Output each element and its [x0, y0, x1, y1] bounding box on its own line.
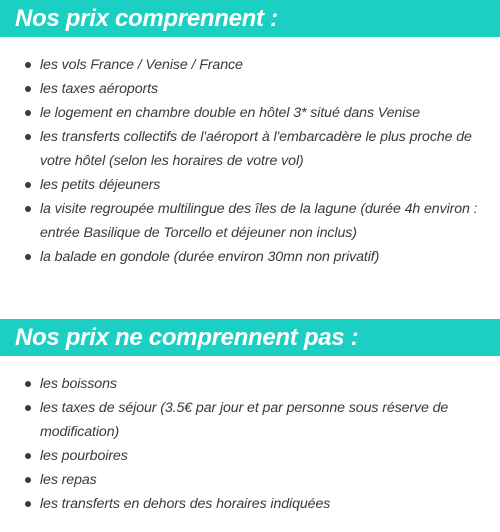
bullet-icon	[25, 501, 31, 507]
list-item-text: les boissons	[40, 376, 117, 392]
list-item	[0, 173, 500, 197]
list-item-text: les transferts collectifs de l'aéroport à l'embarcadère le plus proche de votre hôtel (selon les horaires de votre vol)	[40, 129, 472, 169]
bullet-icon	[25, 254, 31, 260]
bullet-icon	[25, 206, 31, 212]
list-item	[0, 77, 500, 101]
list-item	[0, 468, 500, 492]
included-list	[0, 53, 500, 269]
included-section-title: Nos prix comprennent :	[0, 0, 500, 37]
list-item-text: les petits déjeuners	[40, 177, 161, 193]
bullet-icon	[25, 405, 31, 411]
list-item	[0, 492, 500, 516]
bullet-icon	[25, 62, 31, 68]
list-item	[0, 372, 500, 396]
list-item-text: la balade en gondole (durée environ 30mn non privatif)	[40, 249, 380, 265]
list-item	[0, 444, 500, 468]
excluded-section-title: Nos prix ne comprennent pas :	[0, 319, 500, 356]
list-item-text: les pourboires	[40, 448, 128, 464]
list-item-text: la visite regroupée multilingue des îles de la lagune (durée 4h environ : entrée Basilique de Torcello et déjeuner non inclus)	[40, 201, 478, 241]
list-item	[0, 396, 500, 444]
list-item-text: les taxes de séjour (3.5€ par jour et par personne sous réserve de modification)	[40, 400, 449, 440]
excluded-list	[0, 372, 500, 516]
bullet-icon	[25, 182, 31, 188]
list-item	[0, 53, 500, 77]
bullet-icon	[25, 381, 31, 387]
list-item	[0, 101, 500, 125]
list-item-text: les taxes aéroports	[40, 81, 158, 97]
list-item-text: les transferts en dehors des horaires indiquées	[40, 496, 331, 512]
bullet-icon	[25, 453, 31, 459]
bullet-icon	[25, 477, 31, 483]
list-item-text: les vols France / Venise / France	[40, 57, 243, 73]
list-item	[0, 197, 500, 245]
bullet-icon	[25, 86, 31, 92]
list-item	[0, 125, 500, 173]
list-item	[0, 245, 500, 269]
bullet-icon	[25, 110, 31, 116]
bullet-icon	[25, 134, 31, 140]
list-item-text: les repas	[40, 472, 97, 488]
list-item-text: le logement en chambre double en hôtel 3* situé dans Venise	[40, 105, 421, 121]
